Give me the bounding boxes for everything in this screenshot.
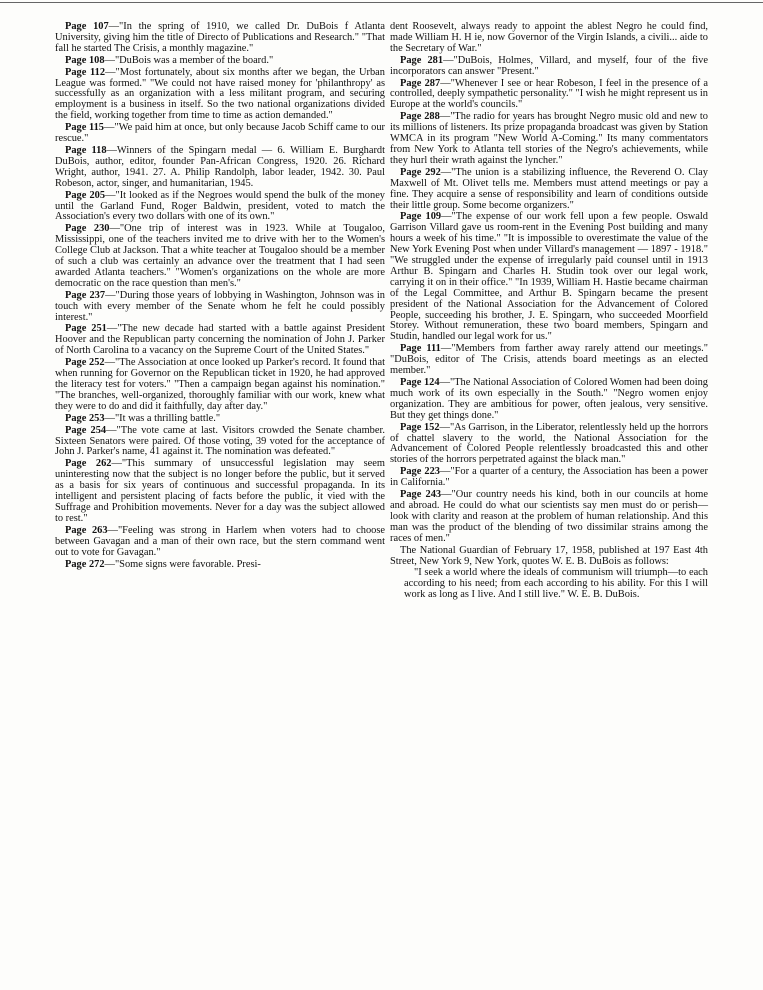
entry-page-107: Page 107—"In the spring of 1910, we called Dr. DuBois f Atlanta University, giving him the title of Directo of Publications and Research." "That fall he started The Crisis, a monthly magazine." [55,21,385,54]
entry-page-251: Page 251—"The new decade had started with a battle against President Hoover and the Republican party concerning the nomination of John J. Parker of North Carolina to a vacancy on the Supreme Court of the United States." [55,323,385,357]
entry-page-237: Page 237—"During those years of lobbying in Washington, Johnson was in touch with every member of the Senate whom he felt he could possibly interest." [55,289,385,323]
entry-page-287: Page 287—"Whenever I see or hear Robeson, I feel in the presence of a controlled, deeply sympathetic personality." "I wish he might represent us in Europe at the world's councils." [390,77,708,111]
entry-page-115: Page 115—"We paid him at once, but only because Jacob Schiff came to our rescue." [55,122,385,145]
entry-page-118: Page 118—Winners of the Spingarn medal — 6. William E. Burghardt DuBois, author, editor, founder Pan-African Congress, 1920. 26. Richard Wright, author, 1941. 27. A. Philip Randolph, labor leader, 1942. 30. Paul Robeson, actor, singer, and humanitarian, 1945. [55,144,385,189]
entry-page-253: Page 253—"It was a thrilling battle." [65,412,221,424]
closing-paragraph: The National Guardian of February 17, 1958, published at 197 East 4th Street, New York 9, New York, quotes W. E. B. DuBois as follows: [390,544,708,567]
entry-page-230: Page 230—"One trip of interest was in 1923. While at Tougaloo, Mississippi, one of the teachers invited me to drive with her to the Women's College Club at Jackson. That a white teacher at Tougaloo should be a member of such a club was certainly an advance over the treatment that I had seen awarded Atlanta teachers." "Women's organizations on the whole are more democratic on the race question than men's." [55,223,385,289]
continued-text: dent Roosevelt, always ready to appoint the ablest Negro he could find, made William H. H ie, now Governor of the Virgin Islands, a civili... aide to the Secretary of War." [390,21,708,54]
page-top-rule [0,2,763,3]
dubois-quote: "I seek a world where the ideals of communism will triumph—to each according to his need; from each according to his ability. For this I will work as long as I live. And I still live." W. E. B. DuBois. [404,567,708,601]
entry-page-223: Page 223—"For a quarter of a century, the Association has been a power in California." [390,466,708,489]
entry-page-263: Page 263—"Feeling was strong in Harlem when voters had to choose between Gavagan and a man of their own race, but the stern command went out to vote for Gavagan." [55,524,385,558]
entry-page-152: Page 152—"As Garrison, in the Liberator, relentlessly held up the horrors of chattel slavery to the world, the National Association for the Advancement of Colored People relentlessly broadcasted this and other stories of the horrors perpetrated against the black man." [390,421,708,466]
entry-page-281: Page 281—"DuBois, Holmes, Villard, and myself, four of the five incorporators can answer "Present." [390,54,708,77]
entry-page-243: Page 243—"Our country needs his kind, both in our councils at home and abroad. He could do what our scientists say men must do or perish—look with clarity and reason at the problem of human relationship. And this man was the product of the blending of two dissimilar strains among the races of men." [390,489,708,544]
entry-page-292: Page 292—"The union is a stabilizing influence, the Reverend O. Clay Maxwell of Mt. Olivet tells me. Members must attend meetings or pay a fine. They acquire a sense of responsibility and learn of conditions outside their little group. Some become organizers." [390,166,708,211]
right-column [390,22,708,601]
entry-page-288: Page 288—"The radio for years has brought Negro music old and new to its millions of listeners. Its prize propaganda broadcast was given by Station WMCA in its program "New World A-Coming." Its many commentators from New York to Atlanta tell stories of the Negro's achievements, while they hurl their wrath against the lyncher." [390,111,708,166]
entry-page-262: Page 262—"This summary of unsuccessful legislation may seem uninteresting now that the subject is no longer before the public, but it served as a basis for six years of continuous and successful propaganda. In its intelligent and persistent placing of facts before the public, it vied with the Suffrage and Prohibition movements. Never for a day was the subject allowed to rest." [55,458,385,524]
entry-page-124: Page 124—"The National Association of Colored Women had been doing much work of its own especially in the South." "Negro women enjoy organization. They are ambitious for power, often jealous, very sensitive. But they get things done." [390,377,708,421]
entry-page-205: Page 205—"It looked as if the Negroes would spend the bulk of the money until the Garland Fund, Roger Baldwin, president, voted to match the Association's every two dollars with one of its own." [55,189,385,223]
entry-page-108: Page 108—"DuBois was a member of the board." [65,54,274,66]
entry-page-109: Page 109—"The expense of our work fell upon a few people. Oswald Garrison Villard gave us room-rent in the Evening Post building and many hours a week of his time." "It is impossible to overestimate the value of the New York Evening Post when under Villard's management — 1897 - 1918." "We struggled under the expense of irregularly paid counsel until in 1913 Arthur B. Spingarn and Charles H. Studin took over our legal work, carrying it on in their office." "In 1939, William H. Hastie became chairman of the Legal Committee, and Arthur B. Spingarn became the present president of the National Association for the Advancement of Colored People, succeeding his brother, J. E. Spingarn, who succeeded Moorfield Storey. Without remuneration, these two board members, Spingarn and Studin, handled our legal work for us." [390,211,708,343]
entry-page-254: Page 254—"The vote came at last. Visitors crowded the Senate chamber. Sixteen Senators were paired. Of those voting, 39 voted for the acceptance of John J. Parker's name, 41 against it. The nomination was defeated." [55,424,385,458]
left-column [55,22,385,571]
entry-page-272: Page 272—"Some signs were favorable. Presi- [65,558,261,570]
entry-page-112: Page 112—"Most fortunately, about six months after we began, the Urban League was formed." "We could not have raised money for 'philanthropy' as successfully as an organization with a less militant program, and securing employment is a business in itself. So the two national organizations divided the field, working together from time to time as action demanded." [55,66,385,122]
entry-page-252: Page 252—"The Association at once looked up Parker's record. It found that when running for Governor on the Republican ticket in 1920, he had approved the literacy test for voters." "Then a campaign began against his nomination." "The branches, well-organized, thoroughly familiar with our work, knew what they were to do and did it faithfully, day after day." [55,357,385,412]
entry-page-111: Page 111—"Members from farther away rarely attend our meetings." "DuBois, editor of The Crisis, attends board meetings as an elected member." [390,343,709,377]
